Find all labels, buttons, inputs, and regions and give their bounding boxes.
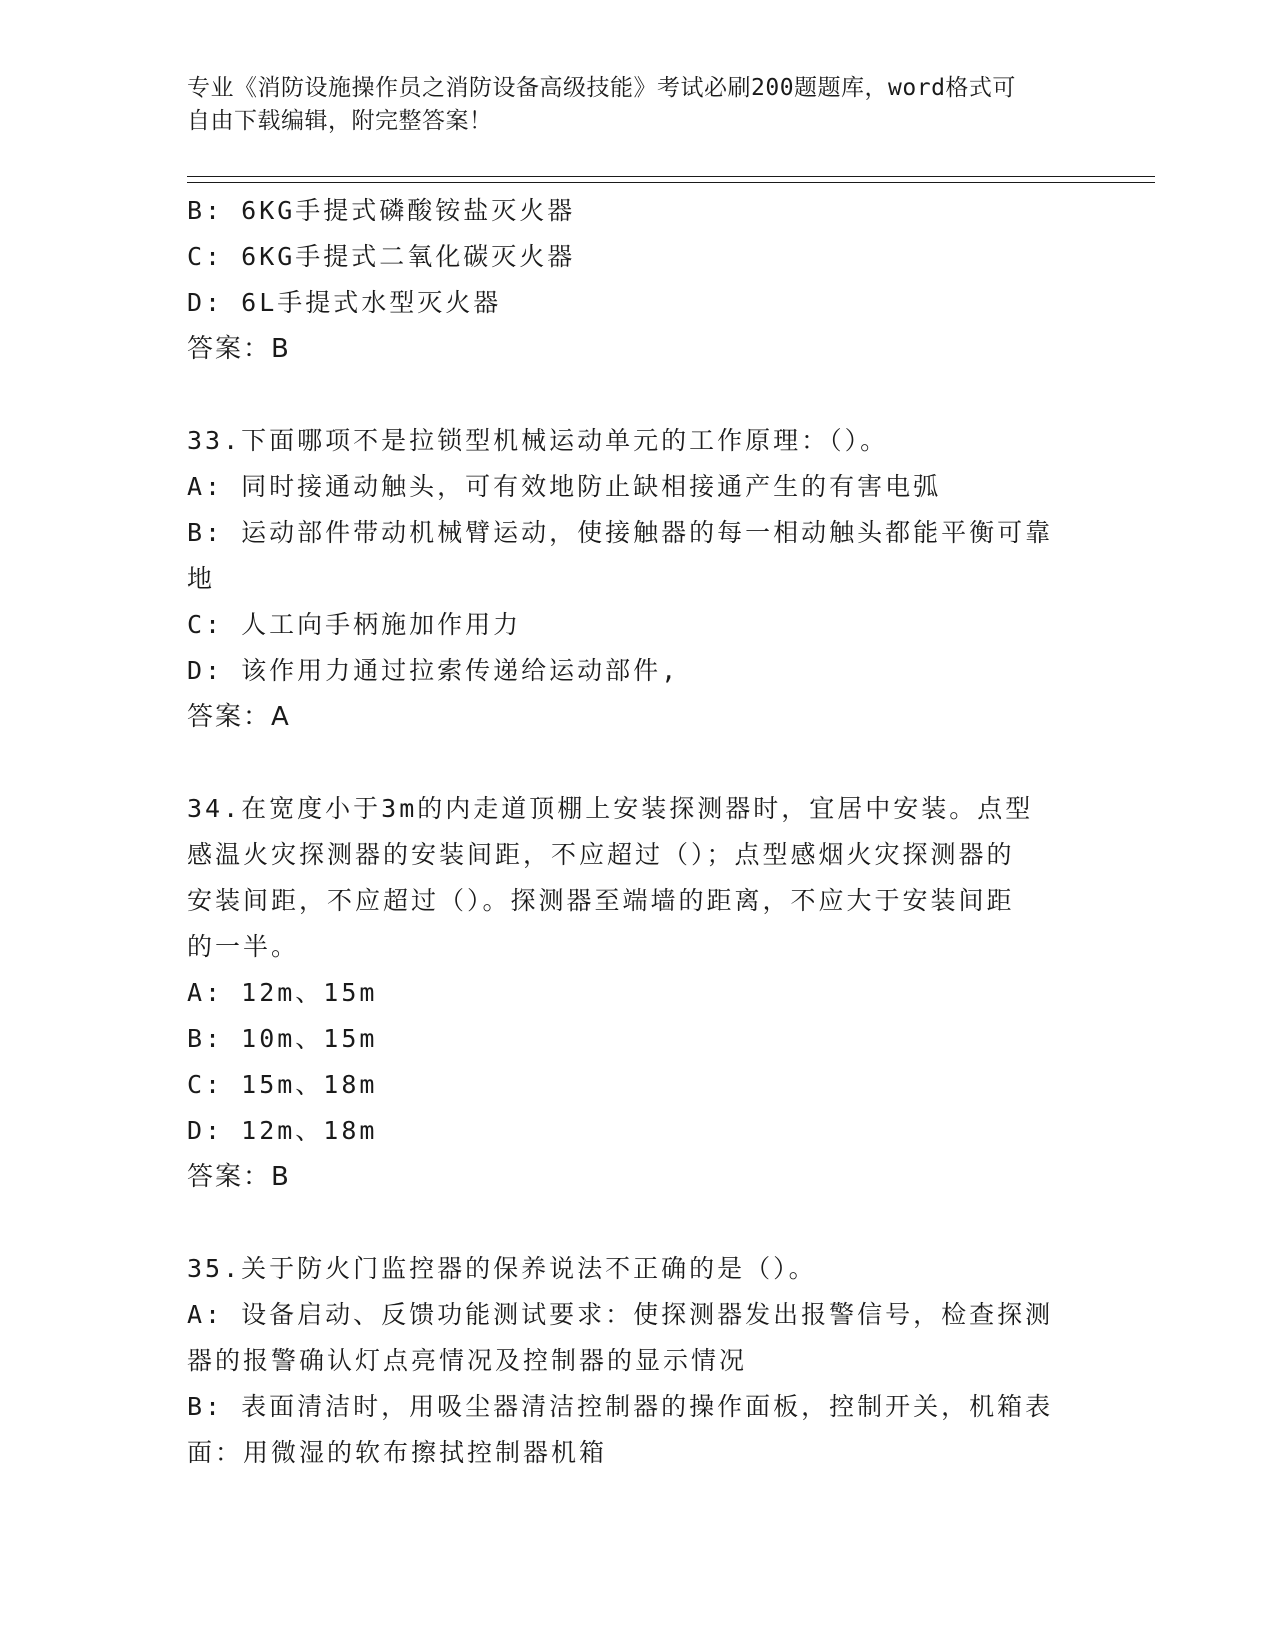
q34-option-d: D: 12m、18m [187, 1116, 378, 1145]
header-line-2: 自由下载编辑，附完整答案！ [187, 108, 493, 134]
spacer [187, 1200, 1077, 1246]
q35-question: 35.关于防火门监控器的保养说法不正确的是（）。 [187, 1254, 817, 1283]
q33-question: 33.下面哪项不是拉锁型机械运动单元的工作原理：（）。 [187, 426, 889, 455]
q33-option-b-line-2: 地 [187, 564, 216, 593]
q34-option-c: C: 15m、18m [187, 1070, 378, 1099]
q32-option-d: D: 6L手提式水型灭火器 [187, 288, 502, 317]
q35-option-b-line-2: 面：用微湿的软布擦拭控制器机箱 [187, 1438, 608, 1467]
q35-option-a-line-2: 器的报警确认灯点亮情况及控制器的显示情况 [187, 1346, 748, 1375]
q33-option-b-line-1: B: 运动部件带动机械臂运动，使接触器的每一相动触头都能平衡可靠 [187, 518, 1054, 547]
question-35 [187, 1246, 1077, 1476]
q34-option-b: B: 10m、15m [187, 1024, 378, 1053]
question-32 [187, 188, 1077, 372]
header-line-1: 专业《消防设施操作员之消防设备高级技能》考试必刷200题题库，word格式可 [187, 75, 1016, 101]
q34-question-line-1: 34.在宽度小于3m的内走道顶棚上安装探测器时，宜居中安装。点型 [187, 794, 1034, 823]
q34-question-line-4: 的一半。 [187, 932, 300, 961]
q33-option-a: A: 同时接通动触头，可有效地防止缺相接通产生的有害电弧 [187, 472, 942, 501]
question-33 [187, 418, 1077, 740]
q33-option-d: D: 该作用力通过拉索传递给运动部件, [187, 656, 680, 685]
q32-option-b: B: 6KG手提式磷酸铵盐灭火器 [187, 196, 576, 225]
q33-answer: 答案：A [187, 702, 291, 732]
document-body [187, 188, 1077, 1476]
q32-option-c: C: 6KG手提式二氧化碳灭火器 [187, 242, 576, 271]
header-divider [187, 176, 1155, 183]
q34-answer: 答案：B [187, 1162, 291, 1192]
question-34 [187, 786, 1077, 1200]
q35-option-b-line-1: B: 表面清洁时，用吸尘器清洁控制器的操作面板，控制开关，机箱表 [187, 1392, 1054, 1421]
q34-option-a: A: 12m、15m [187, 978, 378, 1007]
page-header [187, 72, 1087, 138]
spacer [187, 372, 1077, 418]
q35-option-a-line-1: A: 设备启动、反馈功能测试要求：使探测器发出报警信号，检查探测 [187, 1300, 1054, 1329]
q33-option-c: C: 人工向手柄施加作用力 [187, 610, 522, 639]
spacer [187, 740, 1077, 786]
q32-answer: 答案：B [187, 334, 291, 364]
q34-question-line-3: 安装间距，不应超过（）。探测器至端墙的距离，不应大于安装间距 [187, 886, 1015, 915]
q34-question-line-2: 感温火灾探测器的安装间距，不应超过（）；点型感烟火灾探测器的 [187, 840, 1015, 869]
